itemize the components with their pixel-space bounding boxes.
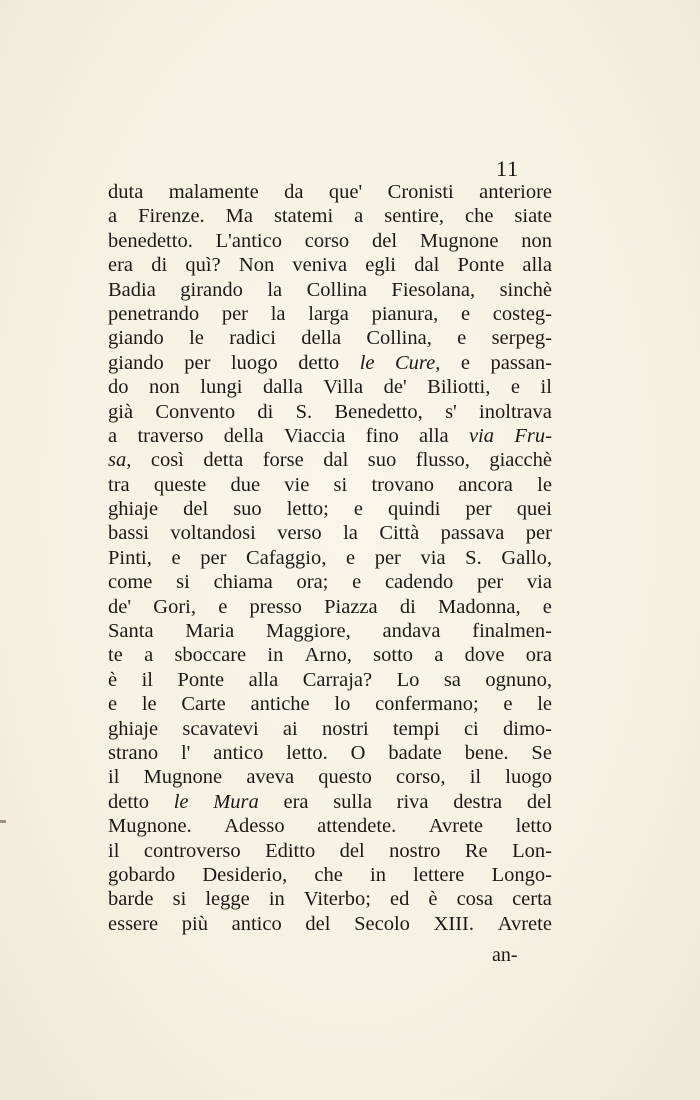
word: sa, (108, 449, 132, 472)
word: certa (512, 888, 552, 911)
word: cadendo (384, 571, 454, 594)
word: Madonna, (438, 595, 521, 618)
word: questo (318, 766, 372, 789)
word: da (284, 181, 304, 203)
word: attendete. (317, 815, 397, 838)
word: del (526, 790, 552, 813)
word: radici (229, 327, 276, 350)
word: che (464, 205, 494, 228)
word: Gori, (153, 595, 196, 618)
word: Re (464, 839, 488, 862)
word: Viaccia (283, 424, 346, 447)
word: era (283, 790, 309, 813)
word: per (465, 498, 492, 521)
text-line (108, 887, 552, 911)
word: le (189, 327, 204, 350)
word: quì? (185, 254, 221, 277)
word: le (173, 790, 189, 813)
word: e (460, 302, 471, 325)
word: corso, (396, 766, 446, 789)
word: Avrete (428, 815, 484, 838)
word: luogo (230, 351, 278, 374)
word: la (343, 522, 358, 545)
word: era (108, 254, 134, 277)
word: sboccare (174, 644, 247, 667)
word: la (270, 302, 286, 325)
word: malamente (168, 181, 259, 203)
word: letto (515, 815, 552, 838)
word: giando (108, 351, 164, 374)
text-line (108, 790, 552, 814)
word: finalmen- (472, 620, 552, 643)
word: Maggiore, (265, 620, 351, 643)
word: confermano; (375, 693, 479, 716)
word: Piazza (324, 595, 378, 618)
word: ai (282, 717, 298, 740)
word: Viterbo; (303, 888, 371, 911)
word: andava (382, 620, 441, 643)
word: controverso (143, 839, 241, 862)
word: Badia (108, 278, 156, 301)
word: antico (213, 741, 264, 764)
word: strano (108, 741, 159, 764)
word: ci (463, 717, 479, 740)
text-line (108, 326, 552, 350)
word: Cronisti (387, 181, 454, 203)
word: e (353, 498, 363, 521)
word: dove (464, 644, 505, 667)
word: Lo (396, 668, 420, 691)
word: a (434, 644, 444, 667)
text-line (108, 765, 552, 789)
word: dalla (262, 376, 303, 399)
word: le (537, 473, 552, 496)
word: benedetto. (108, 229, 193, 252)
word: S. (465, 546, 482, 569)
word: bassi (108, 522, 149, 545)
word: Città (379, 522, 420, 545)
text-line (108, 375, 552, 399)
word: lungi (200, 376, 243, 399)
text-line (108, 278, 552, 302)
word: penetrando (108, 302, 200, 325)
word: luogo (505, 766, 552, 789)
word: queste (153, 473, 207, 496)
word: l' (180, 741, 191, 764)
word: presso (249, 595, 302, 618)
word: si (172, 888, 187, 911)
word: e (457, 327, 467, 350)
word: non (521, 229, 552, 252)
word: XIII. (433, 912, 475, 935)
word: legge (205, 888, 250, 911)
word: Editto (265, 839, 316, 862)
word: antico (231, 912, 282, 935)
word: suo (367, 449, 397, 472)
word: trovano (371, 473, 435, 496)
word: tempi (392, 717, 440, 740)
page-number: 11 (496, 156, 520, 181)
word: passan- (490, 351, 552, 374)
text-line (108, 497, 552, 521)
word: ora; (296, 571, 329, 594)
word: Collina, (366, 327, 432, 350)
text-line (108, 229, 552, 253)
word: di (257, 400, 274, 423)
word: in (268, 888, 285, 911)
word: letto. (286, 741, 328, 764)
text-line (108, 253, 552, 277)
text-line (108, 814, 552, 838)
word: e (218, 595, 228, 618)
word: statemi (273, 205, 334, 228)
word: detto (108, 790, 149, 813)
word: barde (108, 888, 154, 911)
word: via (468, 424, 494, 447)
text-line (108, 204, 552, 228)
word: sulla (333, 790, 372, 813)
text-line (108, 619, 552, 643)
word: e (542, 595, 552, 618)
word: per (374, 546, 401, 569)
word: veniva (292, 254, 348, 277)
word: L'antico (215, 229, 282, 252)
word: te (108, 644, 123, 667)
word: del (183, 498, 209, 521)
word: ed (389, 888, 410, 911)
word: Benedetto, (334, 400, 423, 423)
word: fino (365, 424, 399, 447)
word: detta (203, 449, 244, 472)
word: quindi (388, 498, 441, 521)
word: a (108, 205, 118, 228)
word: sa (443, 668, 461, 691)
word: il (141, 668, 153, 691)
word: cosa (456, 888, 494, 911)
word: alla (522, 254, 552, 277)
word: Desiderio, (202, 863, 288, 886)
word: in (267, 644, 284, 667)
word: nostri (322, 717, 369, 740)
word: della (223, 424, 264, 447)
word: Cure, (394, 351, 441, 374)
word: Santa (108, 620, 154, 643)
word: per (184, 351, 211, 374)
word: ghiaje (108, 717, 159, 740)
word: giacchè (489, 449, 552, 472)
word: per (200, 546, 227, 569)
text-line (108, 839, 552, 863)
word: aveva (246, 766, 295, 789)
word: Carraja? (302, 668, 373, 691)
text-line (108, 570, 552, 594)
word: Biliotti, (427, 376, 491, 399)
word: vie (284, 473, 310, 496)
word: S. (295, 400, 313, 423)
word: Maria (185, 620, 235, 643)
word: sotto (373, 644, 414, 667)
text-line (108, 692, 552, 716)
word: Lon- (512, 839, 552, 862)
word: del (305, 912, 331, 935)
word: Ponte (457, 254, 505, 277)
word: del (371, 229, 398, 252)
word: si (333, 473, 348, 496)
word: non (149, 376, 180, 399)
word: Fiesolana, (391, 278, 476, 301)
word: quei (516, 498, 552, 521)
word: ognuno, (485, 668, 552, 691)
text-line (108, 668, 552, 692)
word: per (525, 522, 552, 545)
word: le (537, 693, 552, 716)
word: antiche (250, 693, 310, 716)
word: chiama (213, 571, 273, 594)
word: Secolo (354, 912, 410, 935)
word: e (460, 351, 470, 374)
word: Fru- (514, 424, 552, 447)
word: e (345, 546, 356, 569)
word: inoltrava (479, 400, 552, 423)
text-line (108, 448, 552, 472)
word: e (510, 376, 521, 399)
word: a (144, 644, 154, 667)
word: ora (525, 644, 552, 667)
word: già (108, 400, 134, 423)
word: essere (108, 912, 159, 935)
word: Mugnone (419, 229, 499, 252)
word: que' (328, 181, 363, 203)
word: due (230, 473, 261, 496)
catchword: an- (492, 944, 518, 966)
word: le (141, 693, 157, 716)
word: Convento (155, 400, 236, 423)
word: alla (419, 424, 449, 447)
word: Mugnone (143, 766, 223, 789)
text-line (108, 717, 552, 741)
word: lo (334, 693, 351, 716)
word: forse (262, 449, 304, 472)
word: dal (323, 449, 349, 472)
word: sinchè (499, 278, 552, 301)
text-line (108, 741, 552, 765)
word: de' (108, 595, 132, 618)
word: via (420, 546, 446, 569)
word: per (221, 302, 248, 325)
word: più (181, 912, 208, 935)
word: larga (308, 302, 349, 325)
word: sentire, (384, 205, 444, 228)
word: Adesso (224, 815, 285, 838)
word: Collina (306, 278, 367, 301)
word: gobardo (108, 863, 176, 886)
word: voltandosi (170, 522, 256, 545)
word: di (151, 254, 168, 277)
body-text (108, 180, 552, 936)
word: dal (414, 254, 440, 277)
word: è (108, 668, 118, 691)
word: suo (233, 498, 262, 521)
word: O (350, 741, 366, 764)
word: passava (440, 522, 505, 545)
word: verso (277, 522, 322, 545)
text-line (108, 863, 552, 887)
word: lettere (413, 863, 465, 886)
word: siate (514, 205, 552, 228)
word: egli (365, 254, 397, 277)
word: il (108, 839, 120, 862)
word: riva (396, 790, 429, 813)
word: Gallo, (501, 546, 552, 569)
margin-mark (0, 820, 6, 823)
word: del (339, 839, 365, 862)
word: Carte (181, 693, 226, 716)
word: pianura, (371, 302, 439, 325)
word: anteriore (479, 181, 552, 203)
word: a (354, 205, 364, 228)
word: e (108, 693, 118, 716)
word: Pinti, (108, 546, 152, 569)
word: la (267, 278, 283, 301)
word: badate (388, 741, 442, 764)
word: in (370, 863, 386, 886)
word: flusso, (415, 449, 470, 472)
word: costeg- (492, 302, 552, 325)
word: a (108, 424, 118, 447)
word: è (428, 888, 438, 911)
word: Villa (323, 376, 364, 399)
word: giando (108, 327, 164, 350)
text-line (108, 400, 552, 424)
word: Ponte (177, 668, 225, 691)
text-line (108, 351, 552, 375)
word: le (359, 351, 375, 374)
word: e (171, 546, 181, 569)
text-line (108, 912, 552, 936)
word: si (176, 571, 190, 594)
word: bene. (464, 741, 509, 764)
word: via (526, 571, 552, 594)
word: Se (531, 741, 552, 764)
word: Longo- (491, 863, 552, 886)
word: de' (383, 376, 407, 399)
word: Non (238, 254, 275, 277)
word: alla (248, 668, 279, 691)
word: di (399, 595, 416, 618)
word: Cafaggio, (246, 546, 327, 569)
word: ancora (458, 473, 513, 496)
word: Arno, (304, 644, 352, 667)
text-line (108, 546, 552, 570)
word: nostro (389, 839, 441, 862)
word: Avrete (497, 912, 552, 935)
word: Firenze. (138, 205, 205, 228)
text-line (108, 302, 552, 326)
word: duta (108, 181, 144, 203)
word: così (150, 449, 184, 472)
word: scavatevi (182, 717, 259, 740)
word: corso (304, 229, 350, 252)
word: letto; (286, 498, 329, 521)
word: Mugnone. (108, 815, 192, 838)
word: tra (108, 473, 130, 496)
word: detto (298, 351, 340, 374)
text-line (108, 521, 552, 545)
word: il (469, 766, 482, 789)
word: e (352, 571, 362, 594)
text-line (108, 643, 552, 667)
word: che (314, 863, 343, 886)
word: serpeg- (491, 327, 552, 350)
text-line (108, 180, 552, 204)
word: il (540, 376, 552, 399)
word: traverso (137, 424, 204, 447)
word: e (503, 693, 513, 716)
word: do (108, 376, 129, 399)
word: Mura (213, 790, 259, 813)
word: girando (180, 278, 243, 301)
word: Ma (225, 205, 253, 228)
word: come (108, 571, 153, 594)
word: il (108, 766, 120, 789)
text-line (108, 473, 552, 497)
text-line (108, 424, 552, 448)
word: ghiaje (108, 498, 159, 521)
word: destra (453, 790, 503, 813)
word: dimo- (503, 717, 552, 740)
word: della (301, 327, 342, 350)
word: per (476, 571, 504, 594)
word: s' (445, 400, 457, 423)
text-line (108, 595, 552, 619)
